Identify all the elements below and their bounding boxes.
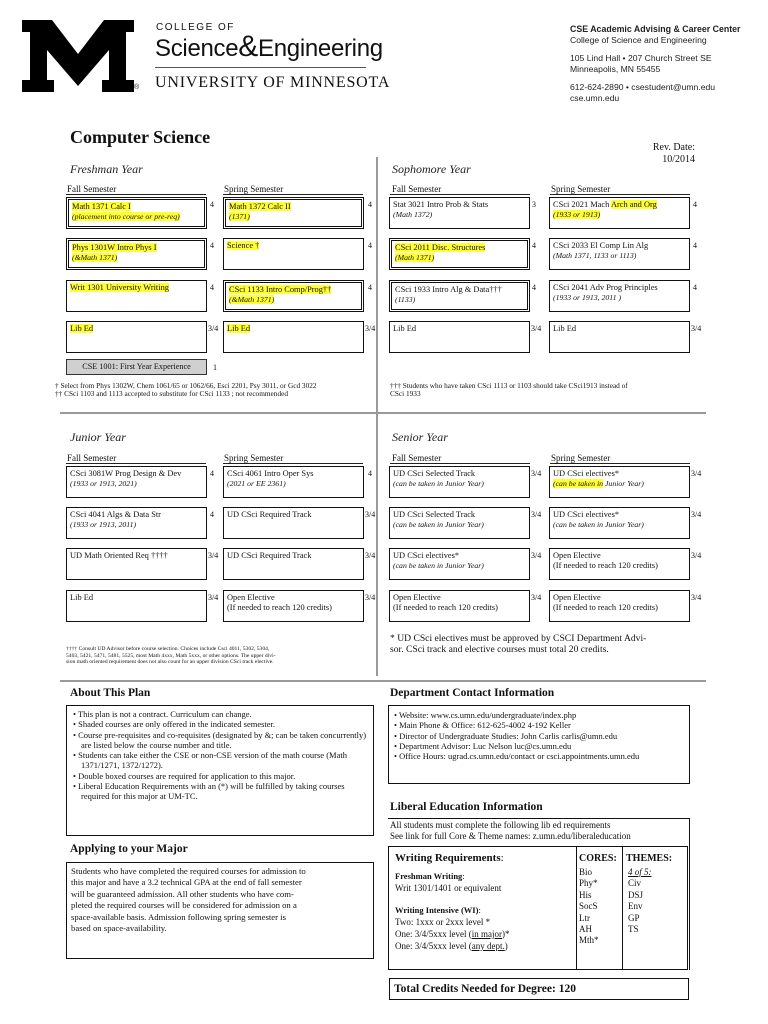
course-libed: Lib Ed	[389, 321, 530, 353]
credits: 3/4	[365, 551, 376, 560]
course-math1372: Math 1372 Calc II (1371)	[223, 197, 364, 229]
course-libed: Lib Ed	[549, 321, 690, 353]
junior-footnotes	[66, 646, 371, 666]
website-link[interactable]: cse.umn.edu	[570, 93, 620, 103]
about-item: • Shaded courses are only offered in the indicated semester.	[73, 719, 276, 730]
logo-science-engineering: Science&Engineering	[155, 30, 383, 63]
writing-title: Writing Requirements:	[395, 852, 504, 864]
course-ud-csci-electives: UD CSci electives* (can be taken in Junior Year)	[389, 548, 530, 580]
core-item: Bio	[579, 867, 593, 877]
credits: 1	[213, 363, 217, 372]
course-ud-math: UD Math Oriented Req ††††	[66, 548, 207, 580]
credits: 3/4	[531, 324, 542, 333]
junior-fall-label: Fall Semester	[67, 453, 117, 463]
applying-line: this major and have a 3.2 technical GPA at the end of fall semester	[71, 877, 302, 888]
credits: 4	[532, 283, 536, 292]
dept-director: • Director of Undergraduate Studies: John Carlis carlis@umn.edu	[394, 730, 618, 741]
footnote: sion math oriented requirement does not also count for an upper division CSci track elective.	[66, 659, 274, 666]
underline	[223, 463, 363, 464]
credits: 3/4	[365, 510, 376, 519]
freshman-writing-label: Freshman Writing:	[395, 871, 465, 881]
credits: 4	[368, 200, 372, 209]
dept-phone: • Main Phone & Office: 612-625-4002 4-192 Keller	[394, 720, 571, 731]
credits: 3/4	[691, 510, 702, 519]
course-math1371: Math 1371 Calc I (placement into course or pre-req)	[66, 197, 207, 229]
underline	[550, 463, 690, 464]
course-csci1933: CSci 1933 Intro Alg & Data††† (1133)	[389, 280, 530, 312]
course-ud-csci-electives: UD CSci electives* (can be taken in Junior Year)	[549, 507, 690, 539]
applying-box	[66, 862, 374, 959]
course-csci2011: CSci 2011 Disc. Structures (Math 1371)	[389, 238, 530, 270]
libed-title: Liberal Education Information	[390, 801, 543, 813]
themes-title: THEMES:	[626, 853, 673, 864]
about-item: • Double boxed courses are required for application to this major.	[73, 770, 296, 781]
address-line-2: Minneapolis, MN 55455	[570, 64, 661, 74]
course-stat3021: Stat 3021 Intro Prob & Stats (Math 1372)	[389, 197, 530, 229]
core-item: AH	[579, 924, 592, 935]
dept-title: Department Contact Information	[390, 687, 555, 699]
applying-line: space-available basis. Admission following spring semester is	[71, 911, 286, 922]
course-ud-csci-selected-track: UD CSci Selected Track (can be taken in Junior Year)	[389, 466, 530, 498]
core-item: Phy*	[579, 878, 598, 889]
course-libed: Lib Ed	[66, 321, 207, 353]
credits: 3/4	[365, 324, 376, 333]
libed-intro	[390, 820, 690, 842]
underline	[390, 194, 530, 195]
junior-year-title: Junior Year	[70, 430, 126, 444]
freshman-spring-label: Spring Semester	[224, 184, 284, 194]
junior-spring-label: Spring Semester	[224, 453, 284, 463]
footnote: CSci 1933	[390, 389, 421, 399]
credits: 4	[210, 469, 214, 478]
senior-spring-label: Spring Semester	[551, 453, 611, 463]
credits: 4	[693, 200, 697, 209]
course-ud-csci-electives: UD CSci electives* (can be taken in Junior Year)	[549, 466, 690, 498]
about-title: About This Plan	[70, 687, 151, 699]
footnote: † Select from Phys 1302W, Chem 1061/65 or 1062/66, Esci 2201, Psy 3011, or Gcd 3022	[55, 381, 317, 390]
credits: 3/4	[208, 593, 219, 602]
applying-line: pleted the required courses will be considered for admission on a	[71, 900, 297, 911]
footnote: 5403, 5421, 5471, 5481, 5525, most Math 4xxx, Math 5xxx, or other options. The upper divi-	[66, 652, 276, 659]
sophomore-year-title: Sophomore Year	[392, 162, 471, 176]
core-item: Ltr	[579, 912, 590, 923]
course-open-elective: Open Elective (If needed to reach 120 credits)	[549, 590, 690, 622]
course-open-elective: Open Elective (If needed to reach 120 credits)	[223, 590, 364, 622]
sophomore-footnotes	[390, 382, 700, 399]
credits: 3/4	[531, 551, 542, 560]
themes-count: 4 of 5:	[628, 867, 652, 877]
credits: 3/4	[208, 551, 219, 560]
libed-link[interactable]: See link for full Core & Theme names: z.umn.edu/liberaleducation	[390, 831, 631, 841]
center-name: CSE Academic Advising & Career Center	[570, 24, 741, 34]
theme-item: TS	[628, 924, 639, 935]
credits: 3/4	[531, 510, 542, 519]
col-divider	[576, 847, 577, 969]
rev-date: Rev. Date: 10/2014	[652, 142, 695, 165]
col-divider	[622, 847, 623, 969]
credits: 3/4	[531, 593, 542, 602]
freshman-footnotes	[55, 382, 375, 399]
credits: 4	[368, 469, 372, 478]
course-libed: Lib Ed	[66, 590, 207, 622]
ud-electives-note	[390, 633, 700, 656]
quadrant-divider-vertical	[376, 157, 378, 676]
dept-office-hours: • Office Hours: ugrad.cs.umn.edu/contact or csci.appointments.umn.edu	[394, 751, 640, 762]
wi-label: Writing Intensive (WI):	[395, 905, 481, 915]
credits: 3/4	[691, 593, 702, 602]
credits: 3/4	[691, 469, 702, 478]
credits: 4	[210, 283, 214, 292]
theme-item: Env	[628, 901, 643, 912]
sophomore-fall-label: Fall Semester	[392, 184, 442, 194]
credits: 4	[693, 283, 697, 292]
about-item: • Liberal Education Requirements with an (*) will be fulfilled by taking courses required for this major at UM-TC.	[73, 781, 345, 802]
senior-fall-label: Fall Semester	[392, 453, 442, 463]
course-csci2021: CSci 2021 Mach Arch and Org (1933 or 1913)	[549, 197, 690, 229]
wi-line-1: Two: 1xxx or 2xxx level *	[395, 917, 491, 927]
theme-item: GP	[628, 912, 640, 923]
about-item: • Students can take either the CSE or non-CSE version of the math course (Math 1371/1271, 1372/1272).	[73, 750, 347, 771]
course-phys1301w: Phys 1301W Intro Phys I (&Math 1371)	[66, 238, 207, 270]
themes-list	[628, 867, 652, 935]
course-open-elective: Open Elective (If needed to reach 120 credits)	[549, 548, 690, 580]
core-item: Mth*	[579, 935, 599, 946]
theme-item: DSJ	[628, 889, 644, 900]
freshman-fall-label: Fall Semester	[67, 184, 117, 194]
credits: 4	[532, 241, 536, 250]
dept-advisor: • Department Advisor: Luc Nelson luc@cs.umn.edu	[394, 740, 572, 751]
course-ud-csci-required-track: UD CSci Required Track	[223, 548, 364, 580]
about-box	[66, 705, 374, 836]
credits: 3	[532, 200, 536, 209]
footnote: †† CSci 1103 and 1113 accepted to substitute for CSci 1133 ; not recommended	[55, 389, 288, 399]
total-credits: Total Credits Needed for Degree: 120	[389, 978, 689, 1000]
wi-line-2: One: 3/4/5xxx level (in major)*	[395, 929, 510, 939]
sophomore-spring-label: Spring Semester	[551, 184, 611, 194]
credits: 4	[693, 241, 697, 250]
wi-line-3: One: 3/4/5xxx level (any dept.)	[395, 941, 508, 951]
core-item: His	[579, 889, 592, 900]
underline	[550, 194, 690, 195]
about-item: • This plan is not a contract. Curriculum can change.	[73, 709, 252, 719]
applying-line: will be guaranteed admission. All other students who have com-	[71, 888, 294, 899]
credits: 4	[368, 283, 372, 292]
applying-line: Students who have completed the required courses for admission to	[71, 866, 306, 876]
footnote: ††† Students who have taken CSci 1113 or 1103 should take CSci1913 instead of	[390, 381, 628, 390]
libed-rule	[388, 818, 690, 819]
quadrant-divider-horizontal	[60, 412, 706, 414]
underline	[390, 463, 530, 464]
applying-line: based on space-availability.	[71, 923, 167, 934]
credits: 4	[210, 200, 214, 209]
credits: 3/4	[691, 551, 702, 560]
senior-year-title: Senior Year	[392, 430, 448, 444]
note-line: sor. CSci track and elective courses must total 20 credits.	[390, 644, 609, 656]
about-item: • Course pre-requisites and co-requisites (designated by &; can be taken concurrently) are listed below the course number and title.	[73, 729, 367, 750]
credits: 4	[368, 241, 372, 250]
credits: 3/4	[531, 469, 542, 478]
core-item: SocS	[579, 901, 598, 912]
logo-divider	[155, 67, 366, 68]
cores-title: CORES:	[579, 853, 617, 864]
dept-box	[388, 705, 690, 784]
freshman-year-title: Freshman Year	[70, 162, 143, 176]
course-open-elective: Open Elective (If needed to reach 120 credits)	[389, 590, 530, 622]
footnote: †††† Consult UD Advisor before course selection. Choices include Csci 4011, 5302, 5304,	[66, 646, 270, 652]
course-csci4061: CSci 4061 Intro Oper Sys (2021 or EE 2361)	[223, 466, 364, 498]
course-ud-csci-required-track: UD CSci Required Track	[223, 507, 364, 539]
underline	[66, 194, 206, 195]
course-csci4041: CSci 4041 Algs & Data Str (1933 or 1913, 2011)	[66, 507, 207, 539]
libed-intro-line: All students must complete the following lib ed requirements	[390, 820, 611, 830]
course-libed: Lib Ed	[223, 321, 364, 353]
credits: 3/4	[208, 324, 219, 333]
course-writ1301: Writ 1301 University Writing	[66, 280, 207, 312]
course-csci1133: CSci 1133 Intro Comp/Prog†† (&Math 1371)	[223, 280, 364, 312]
course-csci2033: CSci 2033 El Comp Lin Alg (Math 1371, 1133 or 1113)	[549, 238, 690, 270]
note-line: * UD CSci electives must be approved by CSCI Department Advi-	[390, 633, 647, 644]
college-name: College of Science and Engineering	[570, 35, 707, 45]
libed-rule-right	[689, 818, 690, 970]
credits: 3/4	[691, 324, 702, 333]
credits: 3/4	[365, 593, 376, 602]
course-science: Science †	[223, 238, 364, 270]
theme-item: Civ	[628, 878, 642, 889]
course-cse1001: CSE 1001: First Year Experience	[66, 359, 207, 375]
underline	[66, 463, 206, 464]
libed-table	[388, 846, 688, 970]
underline	[223, 194, 363, 195]
contact-block	[570, 24, 740, 104]
freshman-writing-text: Writ 1301/1401 or equivalent	[395, 883, 502, 893]
course-csci3081w: CSci 3081W Prog Design & Dev (1933 or 1913, 2021)	[66, 466, 207, 498]
phone-email: 612-624-2890 • csestudent@umn.edu	[570, 82, 716, 92]
address-line-1: 105 Lind Hall • 207 Church Street SE	[570, 53, 712, 63]
dept-website[interactable]: • Website: www.cs.umn.edu/undergraduate/index.php	[394, 710, 577, 720]
registered-mark: ®	[134, 84, 140, 91]
logo-university: UNIVERSITY OF MINNESOTA	[155, 74, 391, 91]
course-ud-csci-selected-track: UD CSci Selected Track (can be taken in Junior Year)	[389, 507, 530, 539]
page-title: Computer Science	[70, 127, 211, 147]
cores-list	[579, 867, 599, 947]
applying-title: Applying to your Major	[70, 843, 188, 855]
course-csci2041: CSci 2041 Adv Prog Principles (1933 or 1913, 2011 )	[549, 280, 690, 312]
credits: 4	[210, 510, 214, 519]
section-divider	[60, 680, 706, 682]
credits: 4	[210, 241, 214, 250]
logo-college-of: COLLEGE OF	[156, 22, 235, 33]
university-m-logo	[22, 20, 134, 92]
